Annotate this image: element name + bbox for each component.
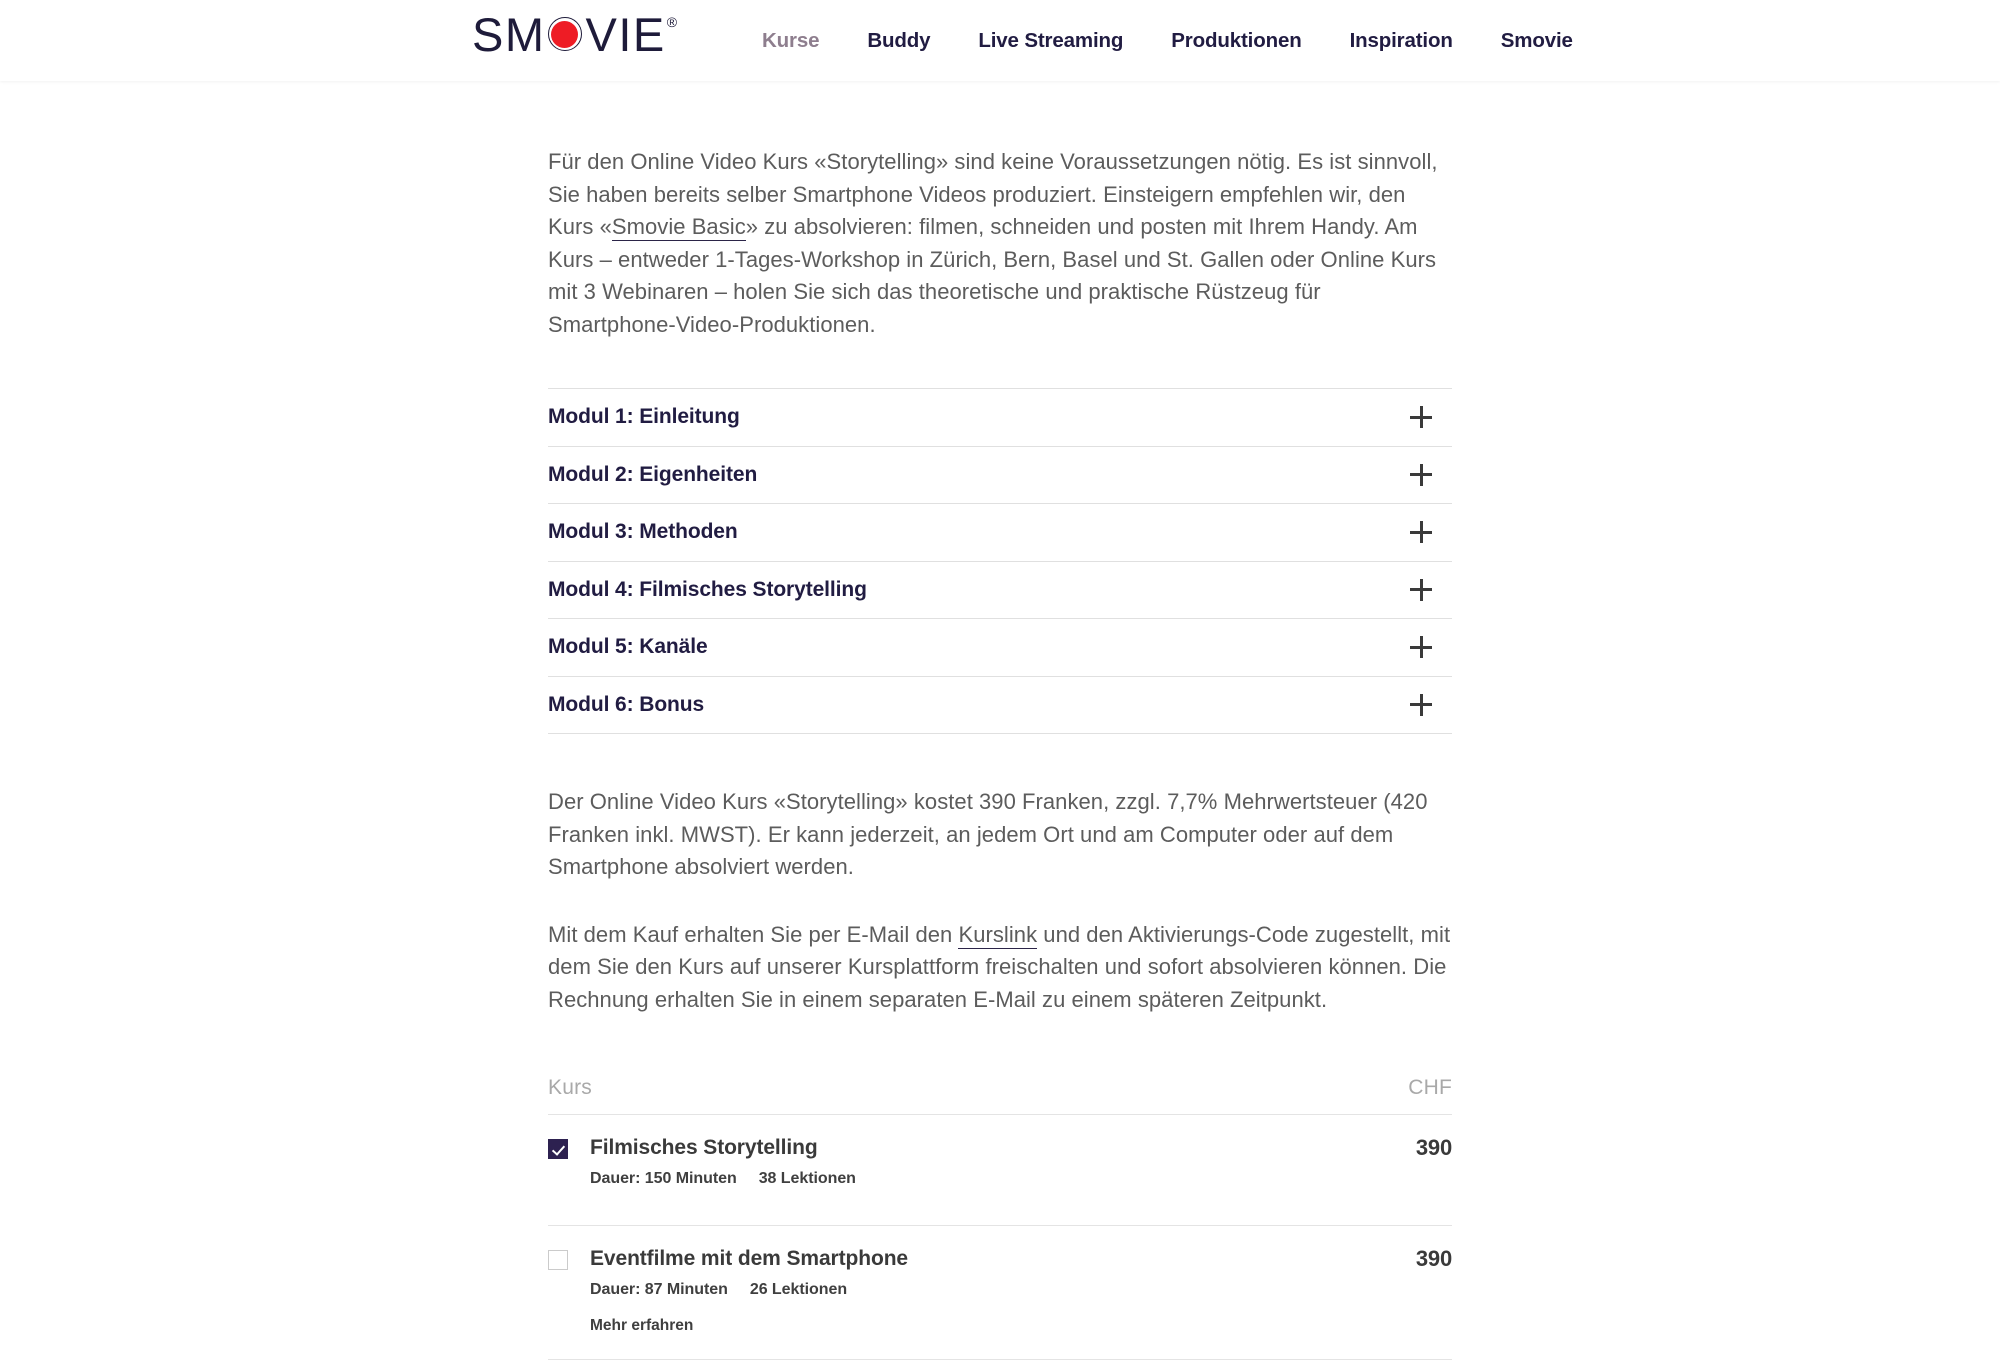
- accordion-row-modul-5[interactable]: [548, 619, 1452, 677]
- course-more-link[interactable]: Mehr erfahren: [590, 1317, 694, 1334]
- plus-icon[interactable]: [1410, 406, 1432, 428]
- course-lessons: 38 Lektionen: [758, 1170, 856, 1187]
- course-duration: Dauer: 87 Minuten: [590, 1281, 728, 1298]
- nav-item-inspiration[interactable]: Inspiration: [1349, 28, 1453, 52]
- accordion-label: Modul 5: Kanäle: [548, 635, 708, 659]
- accordion-row-modul-4[interactable]: [548, 562, 1452, 620]
- main-navigation: [762, 0, 1573, 81]
- logo-registered-mark: ®: [666, 14, 678, 30]
- accordion-label: Modul 1: Einleitung: [548, 405, 740, 429]
- table-header-row: [548, 1076, 1452, 1115]
- accordion-row-modul-6[interactable]: [548, 677, 1452, 735]
- course-duration: Dauer: 150 Minuten: [590, 1170, 737, 1187]
- price-paragraph: Der Online Video Kurs «Storytelling» kostet 390 Franken, zzgl. 7,7% Mehrwertsteuer (420 Franken inkl. MWST). Er kann jederzeit, an jedem Ort und am Computer oder auf dem Smartphone absolviert werden.: [548, 789, 1428, 879]
- column-header-chf: CHF: [1408, 1076, 1452, 1099]
- accordion-row-modul-2[interactable]: [548, 447, 1452, 505]
- accordion-row-modul-1[interactable]: [548, 389, 1452, 447]
- course-meta: [590, 1170, 1452, 1188]
- plus-icon[interactable]: [1410, 521, 1432, 543]
- accordion-label: Modul 3: Methoden: [548, 520, 738, 544]
- accordion-label: Modul 4: Filmisches Storytelling: [548, 577, 867, 601]
- accordion-label: Modul 6: Bonus: [548, 692, 705, 716]
- course-checkbox-filmisches-storytelling[interactable]: [548, 1139, 568, 1159]
- logo-red-circle-icon: [546, 11, 586, 58]
- plus-icon[interactable]: [1410, 464, 1432, 486]
- intro-text-after-link: » zu absolvieren: filmen, schneiden und posten mit Ihrem Handy. Am Kurs – entweder 1-Tages-Workshop in Zürich, Bern, Basel und St. Gallen oder Online Kurs mit 3 Webinaren – holen Sie sich das theoretische und praktische Rüstzeug für Smartphone-Video-Produktionen.: [548, 214, 1437, 337]
- plus-icon[interactable]: [1410, 694, 1432, 716]
- content-column: [548, 81, 1452, 1360]
- nav-item-buddy[interactable]: Buddy: [867, 28, 931, 52]
- logo-text-part1: SM: [472, 8, 546, 61]
- course-price: 390: [1415, 1246, 1452, 1271]
- course-selection-table: [548, 1076, 1452, 1360]
- purchase-text-after-link: und den Aktivierungs-Code zugestellt, mit dem Sie den Kurs auf unserer Kursplattform freischalten und sofort absolvieren können. Die Rechnung erhalten Sie in einem separaten E-Mail zu einem späteren Zeitpunkt.: [548, 921, 1451, 1012]
- nav-item-produktionen[interactable]: Produktionen: [1171, 28, 1302, 52]
- course-title: Filmisches Storytelling: [590, 1136, 818, 1159]
- nav-item-kurse[interactable]: Kurse: [762, 28, 820, 52]
- course-checkbox-eventfilme-mit-dem-smartphone[interactable]: [548, 1250, 568, 1270]
- course-price: 390: [1415, 1135, 1452, 1160]
- link-smovie-basic[interactable]: Smovie Basic: [611, 214, 746, 239]
- purchase-text-before-link: Mit dem Kauf erhalten Sie per E-Mail den: [548, 921, 959, 947]
- course-title: Eventfilme mit dem Smartphone: [590, 1247, 908, 1270]
- accordion-row-modul-3[interactable]: [548, 504, 1452, 562]
- accordion-label: Modul 2: Eigenheiten: [548, 462, 758, 486]
- logo-text-part2: VIE: [585, 8, 666, 61]
- intro-paragraph: [548, 146, 1452, 341]
- modules-accordion: [548, 388, 1452, 734]
- table-row[interactable]: [548, 1115, 1452, 1226]
- course-meta: [590, 1281, 1452, 1299]
- plus-icon[interactable]: [1410, 579, 1432, 601]
- logo-red-dot: [551, 21, 578, 48]
- link-kurslink[interactable]: Kurslink: [958, 921, 1038, 947]
- nav-item-smovie[interactable]: Smovie: [1500, 28, 1573, 52]
- nav-item-live-streaming[interactable]: Live Streaming: [978, 28, 1124, 52]
- plus-icon[interactable]: [1410, 636, 1432, 658]
- intro-text-before-link: Für den Online Video Kurs «Storytelling» sind keine Voraussetzungen nötig. Es ist sinnvoll, Sie haben bereits selber Smartphone Videos produziert. Einsteigern empfehlen wir, den Kurs «: [548, 149, 1438, 239]
- site-header: [0, 0, 2000, 81]
- course-lessons: 26 Lektionen: [749, 1281, 848, 1298]
- table-row[interactable]: [548, 1226, 1452, 1360]
- purchase-paragraph: [548, 919, 1452, 1017]
- smovie-logo[interactable]: [472, 8, 678, 61]
- column-header-kurs: Kurs: [548, 1076, 592, 1099]
